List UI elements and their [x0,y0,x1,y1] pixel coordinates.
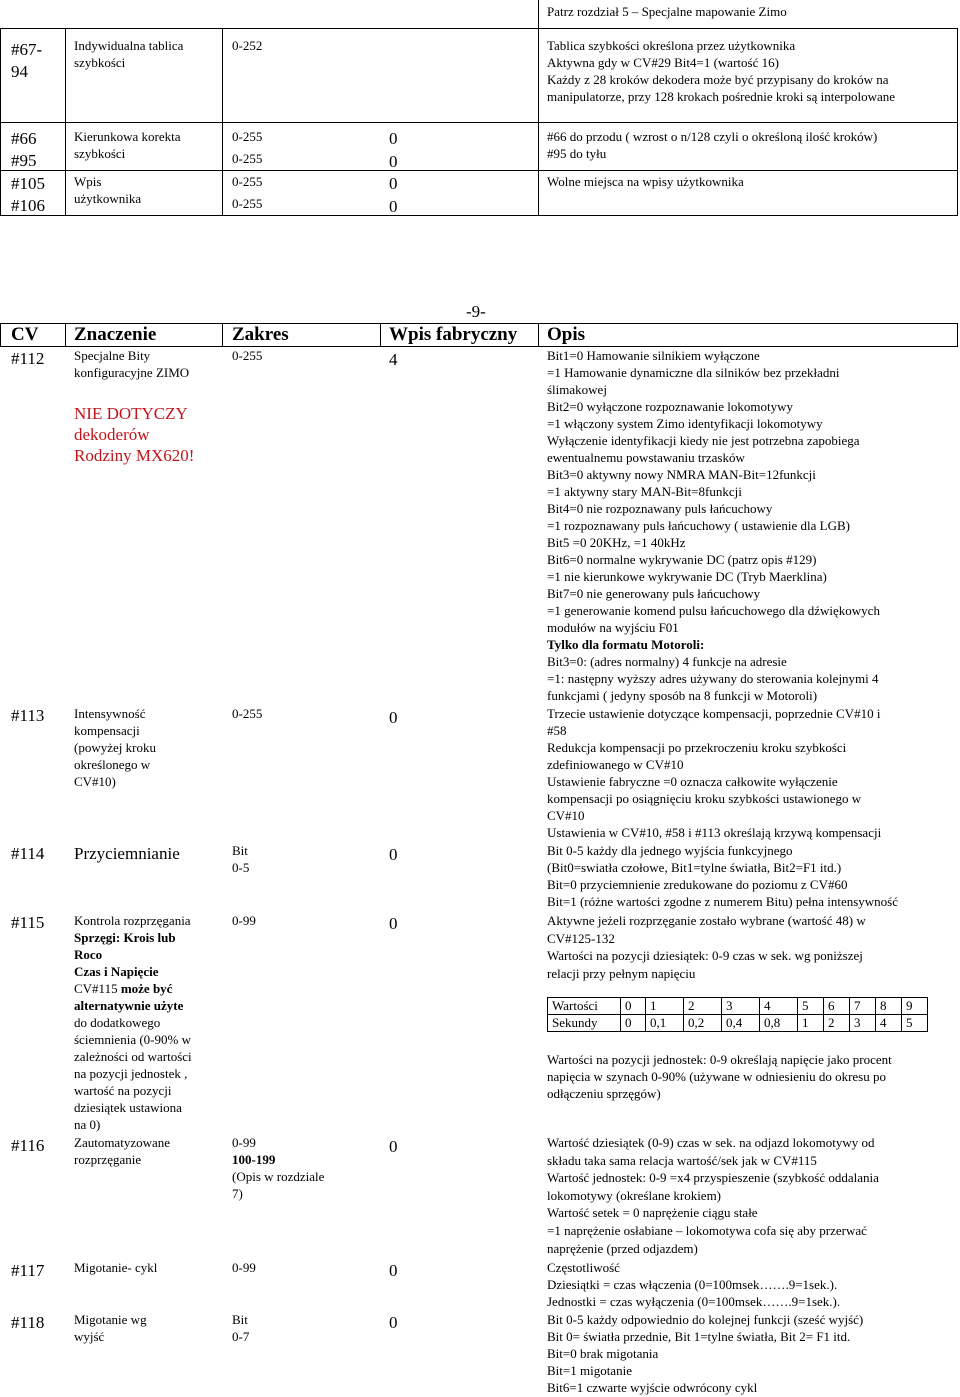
top-table-border [222,28,223,216]
cv-name: Kierunkowa korekta szybkości [74,129,181,161]
cv-alt-note [74,980,172,997]
cv-number: #95 [11,151,37,170]
table-cell: 1 [798,1015,824,1032]
cv-number: #114 [11,844,45,863]
motorola-heading: Tylko dla formatu Motoroli: [547,637,705,652]
top-table-border [0,28,958,29]
table-cell: 0,4 [722,1015,760,1032]
cv-range: Bit 0-5 [232,843,250,875]
cv-default: 0 [389,152,398,171]
top-table-border [0,122,958,123]
cv-default: 0 [389,1313,398,1332]
top-table-border [957,28,958,216]
table-cell: 9 [902,998,928,1015]
cv-description: Wartości na pozycji jednostek: 0-9 określają napięcie jako procent napięcia w szynach 0-90% (używane w odniesieniu do okresu po odłączeniu sprzęgów) [547,1052,892,1101]
cv-default: 0 [389,174,398,193]
cv-default: 0 [389,1261,398,1280]
cv-name: Zautomatyzowane rozprzęganie [74,1135,171,1167]
cv-alt-note-text: do dodatkowego ściemnienia (0-90% w zależności od wartości na pozycji jednostek , wartość na pozycji dziesiątek ustawiona na 0) [74,1015,192,1132]
cv-name: Indywidualna tablica szybkości [74,38,184,70]
warning-text: NIE DOTYCZY dekoderów Rodziny MX620! [74,404,195,465]
table-cell: 3 [850,1015,876,1032]
cv-description: Bit1=0 Hamowanie silnikiem wyłączone =1 Hamowanie dynamiczne dla silników bez przekładni ślimakowej Bit2=0 wyłączone rozpoznawanie lokomotywy =1 włączony system Zimo identyfikacji lokomotywy Wyłączenie identyfikacji kiedy nie jest potrzebna zapobiega ewentualnemu powstawaniu trzasków Bit3=0 aktywny nowy NMRA MAN-Bit=12funkcji =1 aktywny stary MAN-Bit=8funkcji Bit4=0 nie rozpoznawany puls łańcuchowy =1 rozpoznawany puls łańcuchowy ( ustawienie dla LGB) Bit5 =0 20KHz, =1 40kHz Bit6=0 normalne wykrywanie DC (patrz opis #129) =1 nie kierunkowe wykrywanie DC (Tryb Maerklina) Bit7=0 nie generowany puls łańcuchowy =1 generowanie komend pulsu łańcuchowego dla dźwiękowych modułów na wyjściu F01 [547,348,880,635]
column-header-cv: CV [11,324,39,345]
main-table-border [538,323,539,347]
cv-range: 0-99 [232,913,256,928]
cv-default: 0 [389,914,398,933]
column-header-meaning: Znaczenie [74,324,157,345]
cv-number: #105 [11,174,45,193]
cv-number: #66 [11,129,37,148]
table-cell: Wartości [548,998,621,1015]
table-cell: 4 [876,1015,902,1032]
cv-range: 0-255 [232,196,263,211]
cv-alt-note-bold: alternatywnie użyte [74,998,184,1013]
cv-number: #113 [11,706,45,725]
cv-number: #67- 94 [11,40,43,81]
cv-range: 0-99 [232,1260,256,1275]
cv-range: 100-199 [232,1152,276,1167]
cv-description: Wolne miejsca na wpisy użytkownika [547,174,744,189]
table-cell: Sekundy [548,1015,621,1032]
main-table-border [380,323,381,347]
table-cell: 2 [684,998,722,1015]
column-header-description: Opis [547,324,586,345]
cv-range: 0-255 [232,348,263,363]
table-row [548,998,928,1015]
cv-alt-note-prefix: CV#115 [74,981,121,996]
cv-description: Trzecie ustawienie dotyczące kompensacji, poprzednie CV#10 i #58 Redukcja kompensacji po przekroczeniu kroku szybkości zdefiniowanego w CV#10 Ustawienie fabryczne =0 oznacza całkowite wyłączenie kompensacji po osiągnięciu kroku szybkości ustawionego w CV#10 Ustawienia w CV#10, #58 i #113 określają krzywą kompensacji [547,706,882,840]
cv-range-note: (Opis w rozdziale 7) [232,1169,325,1201]
cv-description: Bit 0-5 każdy dla jednego wyjścia funkcyjnego (Bit0=swiatła czołowe, Bit1=tylne światła, Bit2=F1 itd.) Bit=0 przyciemnienie zredukowane do poziomu z CV#60 Bit=1 (różne wartości zgodne z numerem Bitu) pełna intensywność [547,843,899,909]
column-header-default: Wpis fabryczny [389,324,518,345]
table-cell: 0,1 [646,1015,684,1032]
top-table-border [0,215,958,216]
table-cell: 7 [850,998,876,1015]
top-table-border [538,28,539,216]
cv-name: Intensywność kompensacji (powyżej kroku określonego w CV#10) [74,706,156,789]
cv-description: Częstotliwość Dziesiątki = czas włączenia (0=100msek…….9=1sek.). Jednostki = czas wyłączenia (0=100msek…….9=1sek.). [547,1260,841,1309]
cv-name: Wpis użytkownika [74,174,142,206]
top-table-border [0,170,958,171]
cv-default: 4 [389,350,398,369]
cv-description: Tablica szybkości określona przez użytkownika Aktywna gdy w CV#29 Bit4=1 (wartość 16) Każdy z 28 kroków dekodera może być przypisany do kroków na manipulatorze, przy 128 krokach pośrednie kroki są interpolowane [547,38,895,104]
table-cell: 5 [798,998,824,1015]
column-header-range: Zakres [232,324,289,345]
cv-range: 0-255 [232,706,263,721]
cv-range: 0-255 [232,151,263,166]
table-cell: 0,8 [760,1015,798,1032]
table-cell: 1 [646,998,684,1015]
cv-name: Migotanie- cykl [74,1260,158,1275]
table-cell: 0 [621,998,646,1015]
cv-range: 0-255 [232,129,263,144]
page-number: -9- [466,302,486,321]
cv-name: Przyciemnianie [74,844,180,863]
cv-default: 0 [389,197,398,216]
table-cell: 0 [621,1015,646,1032]
cv-description: #66 do przodu ( wzrost o n/128 czyli o określoną ilość kroków) #95 do tyłu [547,129,878,161]
top-table-border [65,28,66,216]
main-table-border [0,323,1,347]
cv-range: 0-255 [232,174,263,189]
cv-alt-note-bold: może być [120,981,173,996]
cv-range: 0-99 [232,1135,256,1150]
cv-number: #106 [11,196,45,215]
table-cell: 8 [876,998,902,1015]
table-cell: 0,2 [684,1015,722,1032]
table-cell: 2 [824,1015,850,1032]
cv-name: Migotanie wg wyjść [74,1312,147,1344]
cv-description: Bit 0-5 każdy odpowiednio do kolejnej funkcji (sześć wyjść) Bit 0= światła przednie, Bit 1=tylne światła, Bit 2= F1 itd. Bit=0 brak migotania Bit=1 migotanie Bit6=1 czwarte wyjście odwrócony cykl [547,1312,864,1395]
table-cell: 3 [722,998,760,1015]
main-table-border [957,323,958,347]
cv-default: 0 [389,129,398,148]
table-row [548,1015,928,1032]
cv-description: Aktywne jeżeli rozprzęganie zostało wybrane (wartość 48) w CV#125-132 Wartości na pozycji dziesiątek: 0-9 czas w sek. wg poniższej relacji przy pełnym napięciu [547,913,866,981]
coupler-heading: Sprzęgi: Krois lub Roco Czas i Napięcie [74,930,176,979]
cv-number: #115 [11,913,45,932]
cv-description: Bit3=0: (adres normalny) 4 funkcje na adresie =1: następny wyższy adres używany do sterowania kolejnymi 4 funkcjami ( jedyny sposób na 8 funkcji w Motoroli) [547,654,879,703]
cv-name: Kontrola rozprzęgania [74,913,191,928]
cv-default: 0 [389,708,398,727]
main-table-border [222,323,223,347]
cv-number: #117 [11,1261,45,1280]
cv-number: #118 [11,1313,45,1332]
cv-default: 0 [389,845,398,864]
cv-number: #116 [11,1136,45,1155]
table-cell: 6 [824,998,850,1015]
table-cell: 5 [902,1015,928,1032]
cv-default: 0 [389,1137,398,1156]
cv-range: 0-252 [232,38,263,53]
cv-description: Wartość dziesiątek (0-9) czas w sek. na odjazd lokomotywy od składu taka sama relacja wartość/sek jak w CV#115 Wartość jednostek: 0-9 =x4 przyspieszenie (szybkość oddalania lokomotywy (określane krokiem) Wartość setek = 0 naprężenie ciągu stałe =1 naprężenie osłabiane – lokomotywa cofa się aby przerwać naprężenie (przed odjazdem) [547,1135,879,1256]
table-cell: 4 [760,998,798,1015]
uncoupling-time-table [547,997,928,1032]
main-table-border [65,323,66,347]
section-reference-note: Patrz rozdział 5 – Specjalne mapowanie Zimo [547,4,787,19]
top-table-border [538,0,539,28]
cv-number: #112 [11,349,45,368]
cv-name: Specjalne Bity konfiguracyjne ZIMO [74,348,190,380]
top-table-border [0,28,1,216]
cv-range: Bit 0-7 [232,1312,250,1344]
